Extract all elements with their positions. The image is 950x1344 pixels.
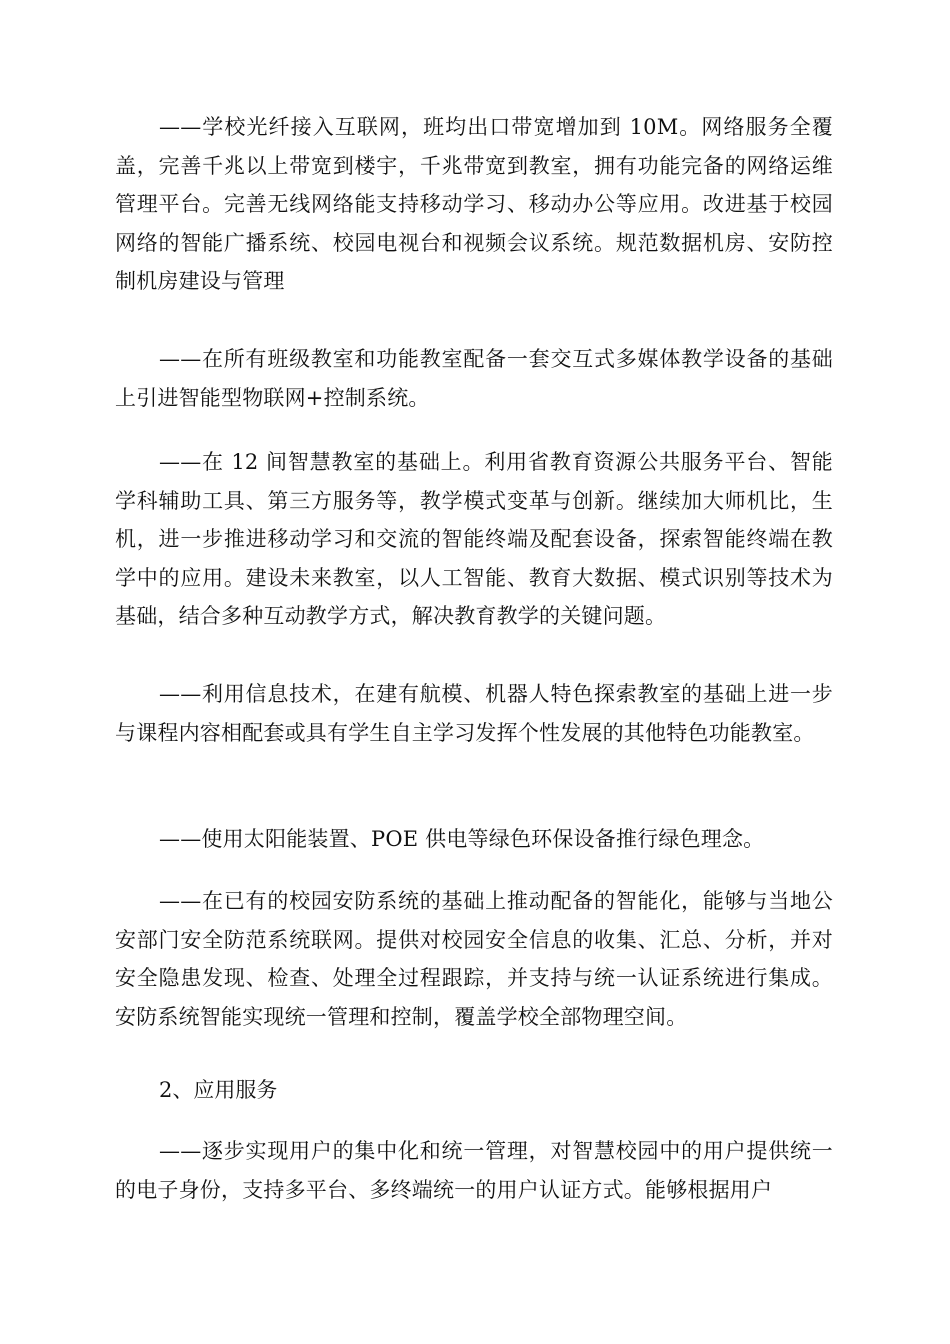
paragraph-smart-classroom: ——在 12 间智慧教室的基础上。利用省教育资源公共服务平台、智能学科辅助工具、第三方服务等，教学模式变革与创新。继续加大师机比，生机，进一步推进移动学习和交流的智能终端及配套设备，探索智能终端在教学中的应用。建设未来教室，以人工智能、教育大数据、模式识别等技术为基础，结合多种互动教学方式，解决教育教学的关键问题。 [115,450,833,628]
paragraph-user-management: ——逐步实现用户的集中化和统一管理，对智慧校园中的用户提供统一的电子身份，支持多平台、多终端统一的用户认证方式。能够根据用户 [115,1139,833,1202]
paragraph-campus-security: ——在已有的校园安防系统的基础上推动配备的智能化，能够与当地公安部门安全防范系统联网。提供对校园安全信息的收集、汇总、分析，并对安全隐患发现、检查、处理全过程跟踪，并支持与统一认证系统进行集成。安防系统智能实现统一管理和控制，覆盖学校全部物理空间。 [115,889,833,1029]
paragraph-feature-classroom: ——利用信息技术，在建有航模、机器人特色探索教室的基础上进一步与课程内容相配套或具有学生自主学习发挥个性发展的其他特色功能教室。 [115,682,833,745]
section-heading-application-services: 2、应用服务 [159,1078,278,1102]
paragraph-multimedia-classroom: ——在所有班级教室和功能教室配备一套交互式多媒体教学设备的基础上引进智能型物联网+控制系统。 [115,347,833,410]
paragraph-green-equipment: ——使用太阳能装置、POE 供电等绿色环保设备推行绿色理念。 [159,827,765,851]
paragraph-network-infrastructure: ——学校光纤接入互联网，班均出口带宽增加到 10M。网络服务全覆盖，完善千兆以上带宽到楼宇，千兆带宽到教室，拥有功能完备的网络运维管理平台。完善无线网络能支持移动学习、移动办公等应用。改进基于校园网络的智能广播系统、校园电视台和视频会议系统。规范数据机房、安防控制机房建设与管理 [115,115,833,293]
